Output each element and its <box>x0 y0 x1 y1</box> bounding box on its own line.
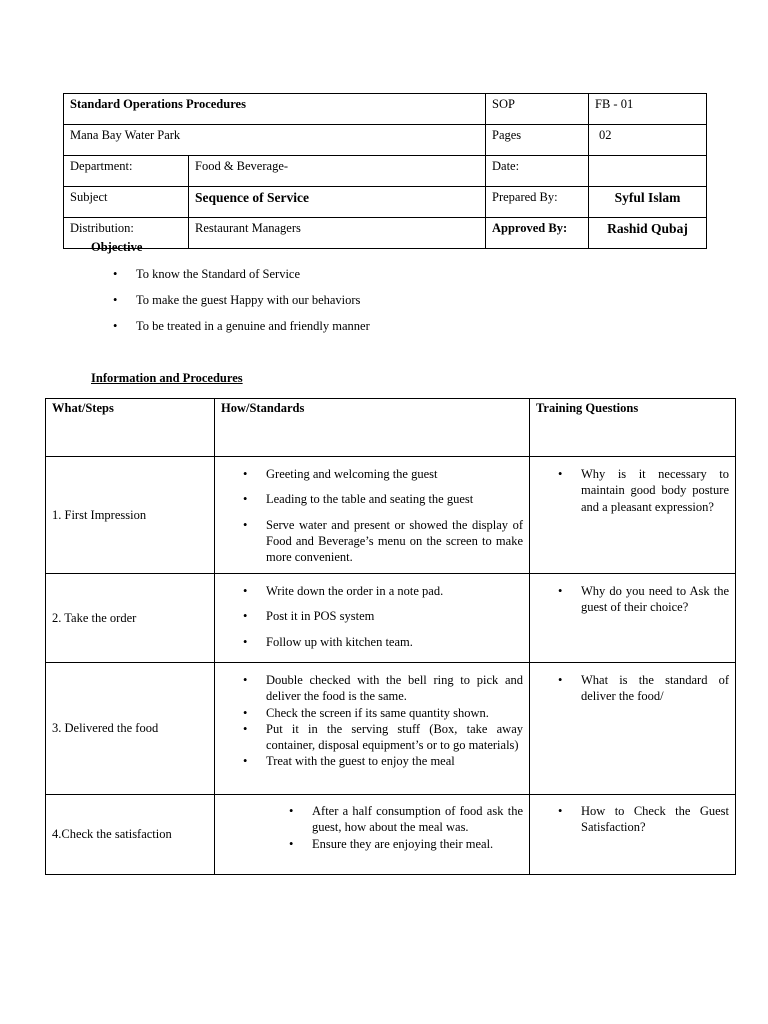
table-header-row <box>46 399 736 457</box>
department-value: Food & Beverage- <box>189 156 486 187</box>
standards-list <box>221 803 523 852</box>
objective-item: • To know the Standard of Service <box>91 266 370 292</box>
column-header-questions: Training Questions <box>530 399 736 457</box>
pages-value: 02 <box>589 125 707 156</box>
standard-item: • Treat with the guest to enjoy the meal <box>221 753 523 769</box>
subject-label: Subject <box>64 187 189 218</box>
department-label: Department: <box>64 156 189 187</box>
organization-name: Mana Bay Water Park <box>64 125 486 156</box>
column-header-standards: How/Standards <box>215 399 530 457</box>
standards-list <box>221 583 523 650</box>
objective-heading: Objective <box>91 240 143 254</box>
questions-list <box>536 466 729 515</box>
standard-item: • Follow up with kitchen team. <box>221 634 523 650</box>
question-item: • What is the standard of deliver the food/ <box>536 672 729 705</box>
prepared-by-value: Syful Islam <box>589 187 707 218</box>
standard-item: • Double checked with the bell ring to pick and deliver the food is the same. <box>221 672 523 705</box>
questions-list <box>536 672 729 705</box>
table-row <box>46 457 736 574</box>
questions-list <box>536 803 729 836</box>
date-label: Date: <box>486 156 589 187</box>
pages-label: Pages <box>486 125 589 156</box>
sop-value: FB - 01 <box>589 94 707 125</box>
column-header-steps: What/Steps <box>46 399 215 457</box>
standards-list <box>221 672 523 770</box>
approved-by-label: Approved By: <box>486 218 589 249</box>
date-value <box>589 156 707 187</box>
objective-item: • To make the guest Happy with our behaviors <box>91 292 370 318</box>
table-row <box>46 663 736 795</box>
objective-item: • To be treated in a genuine and friendly manner <box>91 318 370 344</box>
question-item: • Why do you need to Ask the guest of their choice? <box>536 583 729 616</box>
table-row <box>46 574 736 663</box>
standard-item: • Post it in POS system <box>221 608 523 624</box>
standard-item: • Greeting and welcoming the guest <box>221 466 523 482</box>
step-cell: 2. Take the order <box>46 574 215 663</box>
table-row <box>46 795 736 875</box>
question-item: • How to Check the Guest Satisfaction? <box>536 803 729 836</box>
questions-list <box>536 583 729 616</box>
prepared-by-label: Prepared By: <box>486 187 589 218</box>
standard-item: • Ensure they are enjoying their meal. <box>221 836 523 852</box>
standard-item: • Serve water and present or showed the display of Food and Beverage’s menu on the screen to make more convenient. <box>221 517 523 566</box>
distribution-value: Restaurant Managers <box>189 218 486 249</box>
standard-item: • Put it in the serving stuff (Box, take away container, disposal equipment’s or to go materials) <box>221 721 523 754</box>
standard-item: • After a half consumption of food ask the guest, how about the meal was. <box>221 803 523 836</box>
objective-list <box>91 266 370 344</box>
question-item: • Why is it necessary to maintain good body posture and a pleasant expression? <box>536 466 729 515</box>
step-cell: 3. Delivered the food <box>46 663 215 795</box>
sop-header-table <box>63 93 707 249</box>
standard-item: • Check the screen if its same quantity shown. <box>221 705 523 721</box>
distribution-label: Distribution: <box>64 218 189 249</box>
step-cell: 4.Check the satisfaction <box>46 795 215 875</box>
procedures-table <box>45 398 736 875</box>
document-title: Standard Operations Procedures <box>64 94 486 125</box>
standard-item: • Write down the order in a note pad. <box>221 583 523 599</box>
step-cell: 1. First Impression <box>46 457 215 574</box>
info-heading: Information and Procedures <box>91 371 243 385</box>
standards-list <box>221 466 523 565</box>
standard-item: • Leading to the table and seating the guest <box>221 491 523 507</box>
subject-value: Sequence of Service <box>189 187 486 218</box>
approved-by-value: Rashid Qubaj <box>589 218 707 249</box>
sop-label: SOP <box>486 94 589 125</box>
